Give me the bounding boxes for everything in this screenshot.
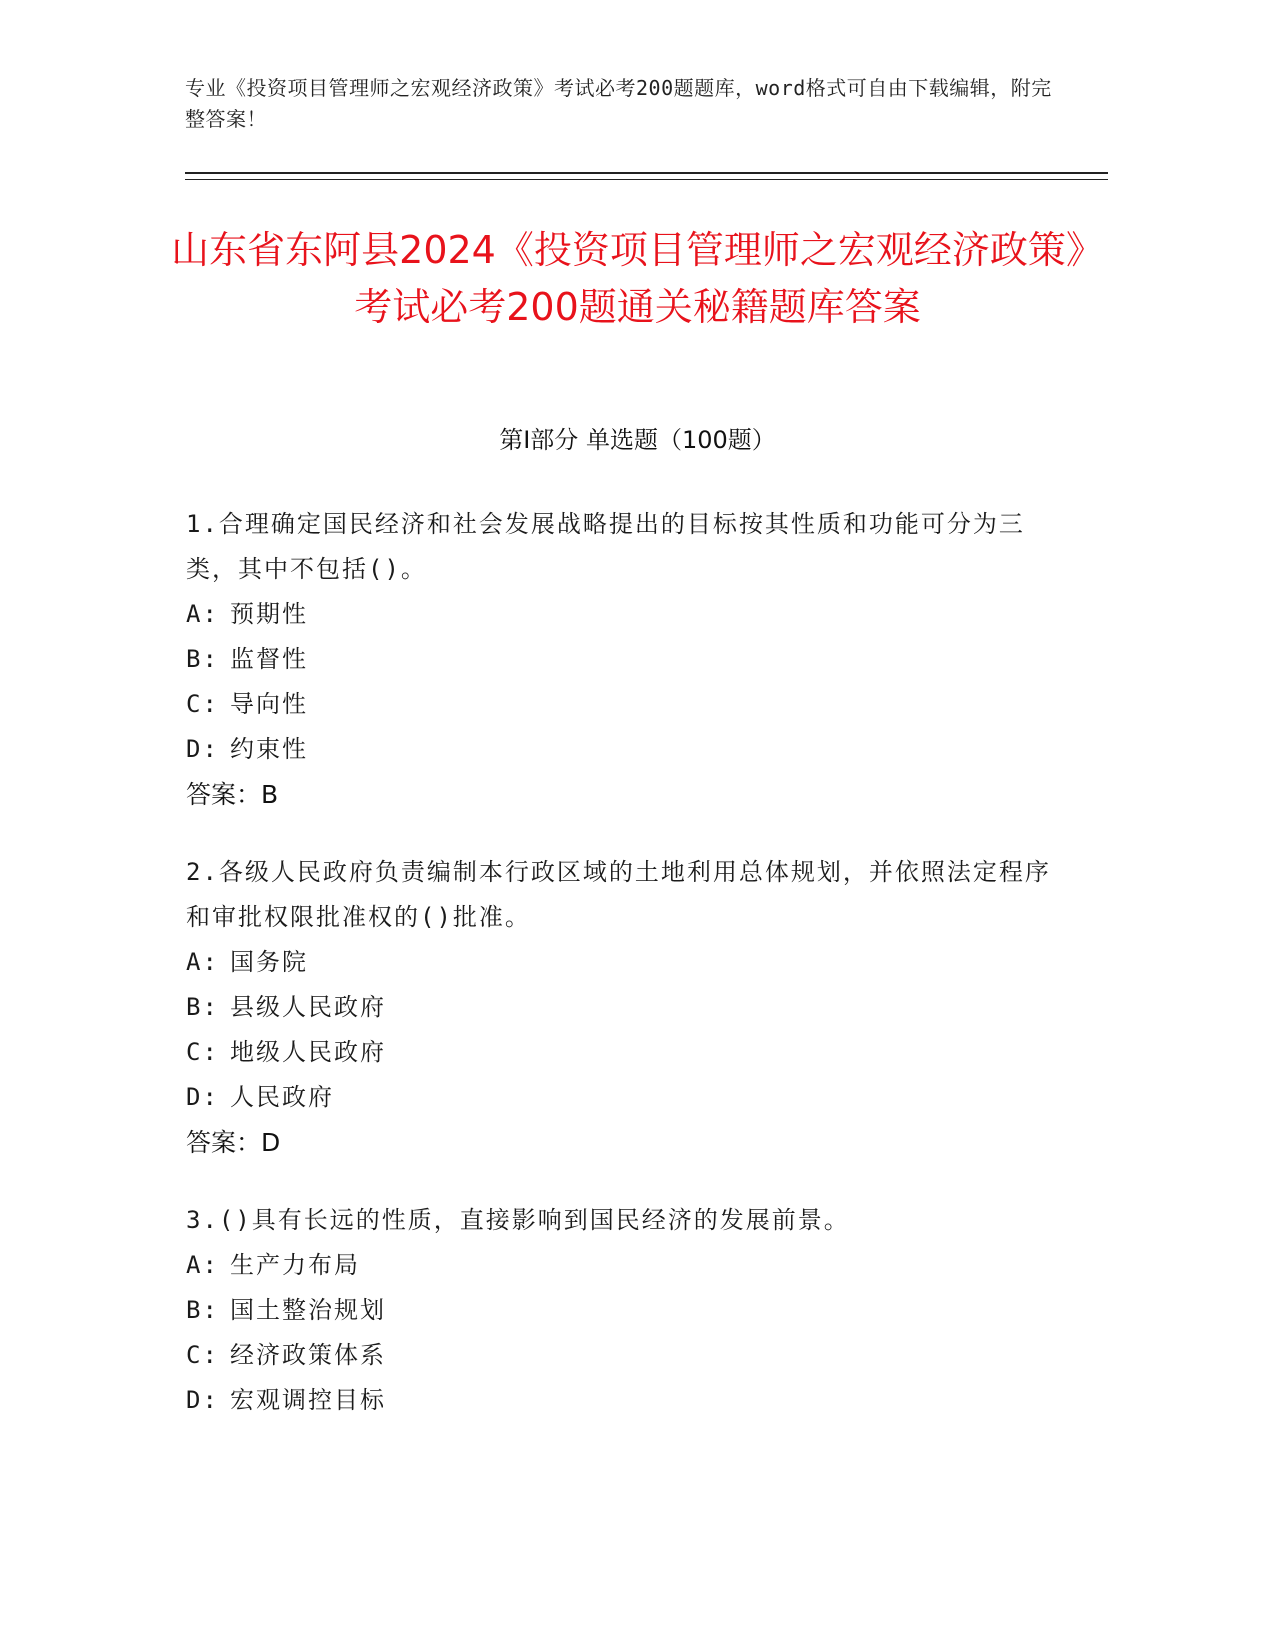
option-b bbox=[186, 985, 1066, 1030]
answer: 答案：D bbox=[186, 1128, 281, 1157]
option-c bbox=[186, 1030, 1066, 1075]
question-1 bbox=[186, 502, 1066, 817]
option-b bbox=[186, 637, 1066, 682]
option-a bbox=[186, 940, 1066, 985]
section-heading: 第Ⅰ部分 单选题（100题） bbox=[499, 426, 776, 454]
option-c bbox=[186, 682, 1066, 727]
option-text: 生产力布局 bbox=[230, 1251, 360, 1279]
option-text: 国土整治规划 bbox=[230, 1296, 386, 1324]
option-key: C: bbox=[186, 690, 219, 718]
option-d bbox=[186, 1378, 1066, 1423]
option-key: C: bbox=[186, 1038, 219, 1066]
option-text: 县级人民政府 bbox=[230, 993, 386, 1021]
option-text: 预期性 bbox=[230, 600, 308, 628]
option-text: 人民政府 bbox=[230, 1083, 334, 1111]
option-text: 宏观调控目标 bbox=[230, 1386, 386, 1414]
option-a bbox=[186, 1243, 1066, 1288]
option-key: B: bbox=[186, 993, 219, 1021]
option-text: 国务院 bbox=[230, 948, 308, 976]
option-key: A: bbox=[186, 948, 219, 976]
option-text: 导向性 bbox=[230, 690, 308, 718]
question-stem: 2.各级人民政府负责编制本行政区域的土地利用总体规划，并依照法定程序和审批权限批准权的()批准。 bbox=[186, 858, 1051, 931]
header-divider-thin bbox=[185, 179, 1108, 180]
option-key: C: bbox=[186, 1341, 219, 1369]
option-key: A: bbox=[186, 600, 219, 628]
option-key: A: bbox=[186, 1251, 219, 1279]
document-title: 山东省东阿县2024《投资项目管理师之宏观经济政策》考试必考200题通关秘籍题库答案 bbox=[171, 228, 1104, 329]
option-text: 监督性 bbox=[230, 645, 308, 673]
question-2 bbox=[186, 850, 1066, 1165]
question-stem: 3.()具有长远的性质，直接影响到国民经济的发展前景。 bbox=[186, 1206, 850, 1234]
question-3 bbox=[186, 1198, 1066, 1423]
answer: 答案：B bbox=[186, 780, 279, 809]
header-divider bbox=[185, 172, 1108, 174]
option-key: D: bbox=[186, 1386, 219, 1414]
option-key: B: bbox=[186, 645, 219, 673]
option-key: B: bbox=[186, 1296, 219, 1324]
header-note: 专业《投资项目管理师之宏观经济政策》考试必考200题题库，word格式可自由下载编辑，附完整答案！ bbox=[185, 76, 1052, 131]
option-b bbox=[186, 1288, 1066, 1333]
option-text: 约束性 bbox=[230, 735, 308, 763]
option-a bbox=[186, 592, 1066, 637]
option-key: D: bbox=[186, 1083, 219, 1111]
option-c bbox=[186, 1333, 1066, 1378]
option-d bbox=[186, 727, 1066, 772]
option-text: 地级人民政府 bbox=[230, 1038, 386, 1066]
question-stem: 1.合理确定国民经济和社会发展战略提出的目标按其性质和功能可分为三类，其中不包括()。 bbox=[186, 510, 1025, 583]
option-d bbox=[186, 1075, 1066, 1120]
option-text: 经济政策体系 bbox=[230, 1341, 386, 1369]
option-key: D: bbox=[186, 735, 219, 763]
